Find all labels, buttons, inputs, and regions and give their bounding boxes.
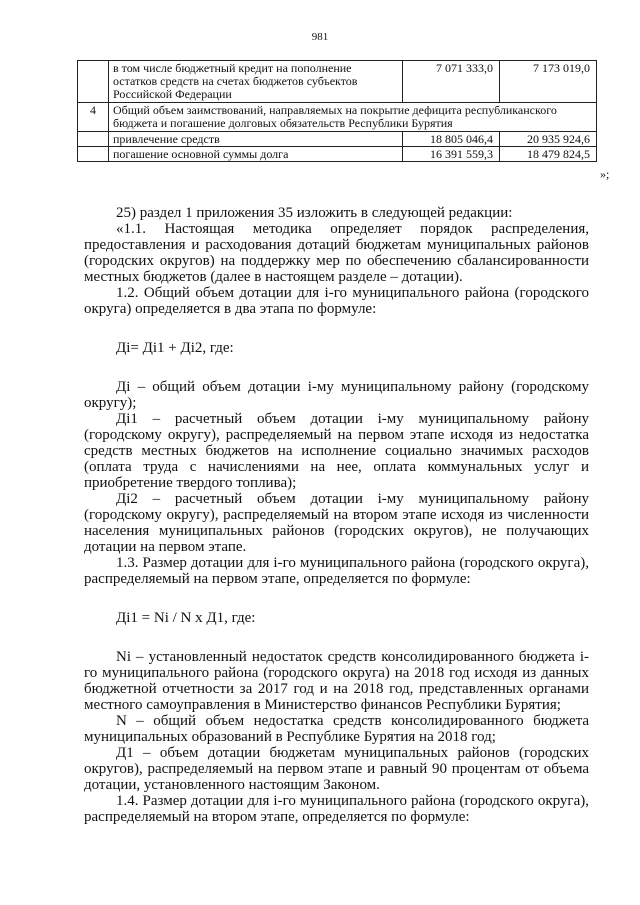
row-value-2: 18 479 824,5 bbox=[500, 147, 597, 162]
paragraph-1-1: «1.1. Настоящая методика определяет порядок распределения, предоставления и расходования дотаций бюджетам муниципальных районов (городских округов) на поддержку мер по обеспечению сбалансированности местных бюджетов (далее в настоящем разделе – дотации). bbox=[84, 221, 589, 285]
budget-table bbox=[77, 60, 597, 162]
table-row bbox=[78, 147, 597, 162]
row-value-1: 18 805 046,4 bbox=[403, 132, 500, 147]
paragraph-1-4: 1.4. Размер дотации для i-го муниципального района (городского округа), распределяемый на втором этапе, определяется по формуле: bbox=[84, 793, 589, 825]
table-closing-mark: »; bbox=[600, 167, 610, 181]
definition-ni: Ni – установленный недостаток средств консолидированного бюджета i-го муниципального района (городского округа) на 2018 год исходя из данных бюджетной отчетности за 2017 год и на 2018 год, представленных органами местного самоуправления в Министерство финансов Республики Бурятия; bbox=[84, 649, 589, 713]
definition-di: Дi – общий объем дотации i-му муниципальному району (городскому округу); bbox=[84, 379, 589, 411]
paragraph-1-3: 1.3. Размер дотации для i-го муниципального района (городского округа), распределяемый на первом этапе, определяется по формуле: bbox=[84, 555, 589, 587]
row-name: в том числе бюджетный кредит на пополнение остатков средств на счетах бюджетов субъектов Российской Федерации bbox=[109, 61, 403, 103]
table-row bbox=[78, 103, 597, 132]
paragraph-amendment: 25) раздел 1 приложения 35 изложить в следующей редакции: bbox=[116, 205, 513, 221]
row-value-2: 7 173 019,0 bbox=[500, 61, 597, 103]
paragraph-1-2: 1.2. Общий объем дотации для i-го муниципального района (городского округа) определяется в два этапа по формуле: bbox=[84, 285, 589, 317]
definition-di1: Дi1 – расчетный объем дотации i-му муниципальному району (городскому округу), распределяемый на первом этапе исходя из недостатка средств местных бюджетов на исполнение социально значимых расходов (оплата труда с начислениями на нее, оплата коммунальных услуг и приобретение твердого топлива); bbox=[84, 411, 589, 491]
row-name: погашение основной суммы долга bbox=[109, 147, 403, 162]
page-number: 981 bbox=[311, 31, 329, 43]
definition-n: N – общий объем недостатка средств консолидированного бюджета муниципальных образований в Республике Бурятия на 2018 год; bbox=[84, 713, 589, 745]
row-number: 4 bbox=[78, 103, 109, 132]
document-body bbox=[84, 205, 589, 825]
row-name: привлечение средств bbox=[109, 132, 403, 147]
row-number bbox=[78, 61, 109, 103]
row-value-1: 7 071 333,0 bbox=[403, 61, 500, 103]
row-number bbox=[78, 132, 109, 147]
row-value-1: 16 391 559,3 bbox=[403, 147, 500, 162]
table-row bbox=[78, 132, 597, 147]
formula-first-stage: Дi1 = Ni / N х Д1, где: bbox=[116, 610, 256, 626]
row-name: Общий объем заимствований, направляемых на покрытие дефицита республиканского бюджета и погашение долговых обязательств Республики Бурятия bbox=[109, 103, 597, 132]
definition-di2: Дi2 – расчетный объем дотации i-му муниципальному району (городскому округу), распределяемый на втором этапе исходя из численности населения муниципальных районов (городских округов), не получающих дотации на первом этапе. bbox=[84, 491, 589, 555]
table-row bbox=[78, 61, 597, 103]
formula-total-dotation: Дi= Дi1 + Дi2, где: bbox=[116, 340, 234, 356]
definition-d1: Д1 – объем дотации бюджетам муниципальных районов (городских округов), распределяемый на первом этапе и равный 90 процентам от объема дотации, установленного настоящим Законом. bbox=[84, 745, 589, 793]
row-value-2: 20 935 924,6 bbox=[500, 132, 597, 147]
row-number bbox=[78, 147, 109, 162]
